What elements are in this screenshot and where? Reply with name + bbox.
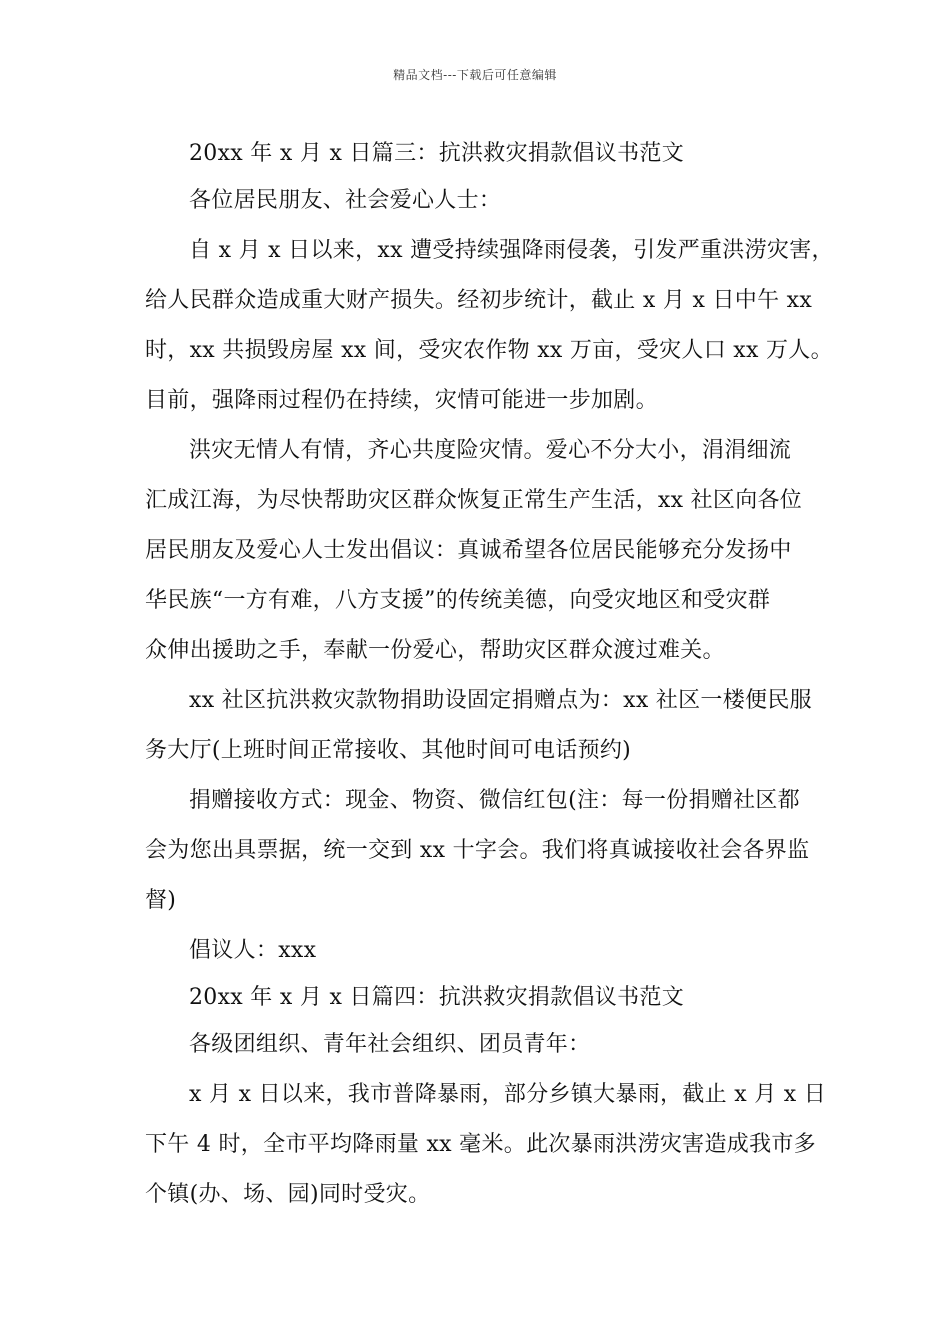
paragraph-line: 督) (145, 888, 177, 913)
paragraph-line: 目前，强降雨过程仍在持续，灾情可能进一步加剧。 (145, 388, 658, 413)
section-title: 20xx 年 x 月 x 日篇四：抗洪救灾捐款倡议书范文 (189, 985, 684, 1010)
paragraph-line: 时，xx 共损毁房屋 xx 间，受灾农作物 xx 万亩，受灾人口 xx 万人。 (145, 338, 833, 363)
paragraph-line: x 月 x 日以来，我市普降暴雨，部分乡镇大暴雨，截止 x 月 x 日 (189, 1082, 827, 1107)
paragraph-line: 会为您出具票据，统一交到 xx 十字会。我们将真诚接收社会各界监 (145, 838, 810, 863)
signature-line: 倡议人：xxx (189, 938, 317, 963)
paragraph-line: 居民朋友及爱心人士发出倡议：真诚希望各位居民能够充分发扬中 (145, 538, 792, 563)
document-body (145, 132, 834, 1220)
paragraph-line: 个镇(办、场、园)同时受灾。 (145, 1182, 431, 1207)
paragraph-line: 华民族“一方有难，八方支援”的传统美德，向受灾地区和受灾群 (145, 588, 771, 613)
salutation: 各位居民朋友、社会爱心人士： (189, 188, 502, 213)
paragraph-line: 汇成江海，为尽快帮助灾区群众恢复正常生产生活，xx 社区向各位 (145, 488, 803, 513)
section-title: 20xx 年 x 月 x 日篇三：抗洪救灾捐款倡议书范文 (189, 141, 684, 166)
paragraph-line: 捐赠接收方式：现金、物资、微信红包(注：每一份捐赠社区都 (189, 788, 800, 813)
paragraph-line: 众伸出援助之手，奉献一份爱心，帮助灾区群众渡过难关。 (145, 638, 725, 663)
paragraph-line: 洪灾无情人有情，齐心共度险灾情。爱心不分大小，涓涓细流 (189, 438, 792, 463)
page-header: 精品文档---下载后可任意编辑 (393, 68, 557, 82)
paragraph-line: 下午 4 时，全市平均降雨量 xx 毫米。此次暴雨洪涝灾害造成我市多 (145, 1132, 816, 1157)
paragraph-line: xx 社区抗洪救灾款物捐助设固定捐赠点为：xx 社区一楼便民服 (189, 688, 812, 713)
salutation: 各级团组织、青年社会组织、团员青年： (189, 1032, 591, 1057)
paragraph-line: 务大厅(上班时间正常接收、其他时间可电话预约) (145, 738, 632, 763)
paragraph-line: 自 x 月 x 日以来，xx 遭受持续强降雨侵袭，引发严重洪涝灾害， (189, 238, 834, 263)
paragraph-line: 给人民群众造成重大财产损失。经初步统计，截止 x 月 x 日中午 xx (145, 288, 813, 313)
